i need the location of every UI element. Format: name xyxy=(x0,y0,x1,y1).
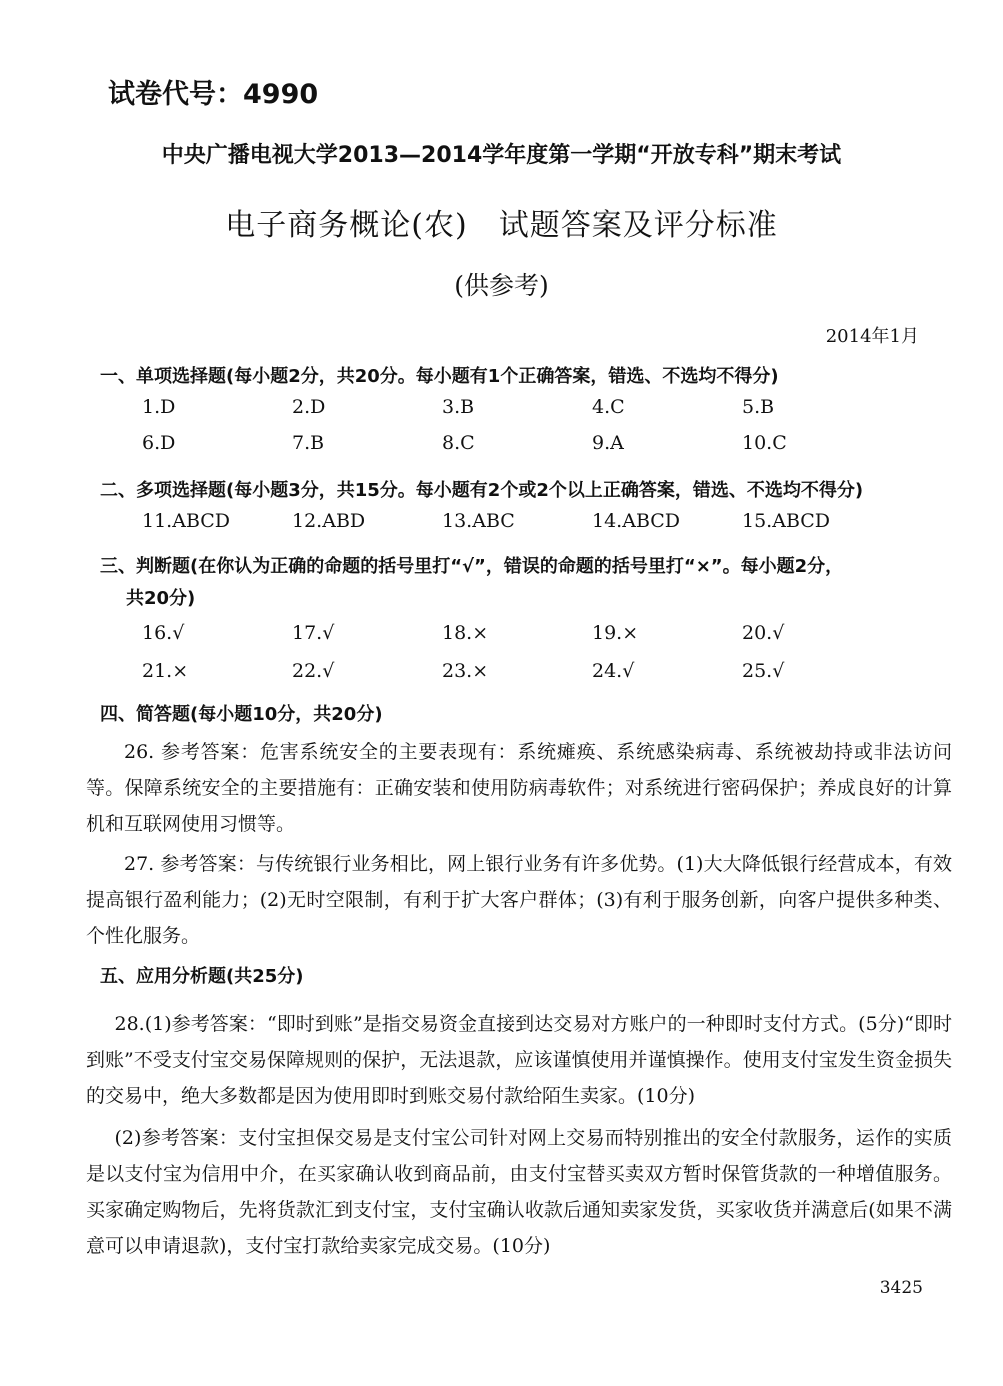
answer-item: 20.√ xyxy=(742,622,785,644)
section-3-heading-continued: 共20分) xyxy=(126,588,196,609)
section-1-answers-row-1 xyxy=(142,396,942,424)
answer-item: 5.B xyxy=(742,396,775,418)
answer-item: 23.× xyxy=(442,660,489,682)
answer-item: 17.√ xyxy=(292,622,335,644)
question-28-part-1-answer xyxy=(86,1006,952,1114)
answer-item: 2.D xyxy=(292,396,326,418)
answer-item: 4.C xyxy=(592,396,625,418)
section-3-answers-row-1 xyxy=(142,622,942,650)
section-3-answers-row-2 xyxy=(142,660,942,688)
section-1-heading: 一、单项选择题(每小题2分，共20分。每小题有1个正确答案，错选、不选均不得分) xyxy=(100,366,779,387)
answer-text: 26. 参考答案：危害系统安全的主要表现有：系统瘫痪、系统感染病毒、系统被劫持或非法访问等。保障系统安全的主要措施有：正确安装和使用防病毒软件；对系统进行密码保护；养成良好的计算机和互联网使用习惯等。 xyxy=(86,741,952,835)
section-1-answers-row-2 xyxy=(142,432,942,460)
answer-item: 14.ABCD xyxy=(592,510,681,532)
answer-item: 13.ABC xyxy=(442,510,515,532)
exam-title: 中央广播电视大学2013—2014学年度第一学期“开放专科”期末考试 xyxy=(161,143,842,168)
question-26-answer xyxy=(86,734,952,842)
answer-item: 22.√ xyxy=(292,660,335,682)
answer-item: 3.B xyxy=(442,396,475,418)
answer-item: 8.C xyxy=(442,432,475,454)
reference-note: (供参考) xyxy=(454,271,549,300)
answer-item: 6.D xyxy=(142,432,176,454)
section-5-heading: 五、应用分析题(共25分) xyxy=(100,966,304,987)
answer-text: (2)参考答案：支付宝担保交易是支付宝公司针对网上交易而特别推出的安全付款服务，运作的实质是以支付宝为信用中介，在买家确认收到商品前，由支付宝替买卖双方暂时保管货款的一种增值服务。买家确定购物后，先将货款汇到支付宝，支付宝确认收款后通知卖家发货，买家收货并满意后(如果不满意可以申请退款)，支付宝打款给卖家完成交易。(10分) xyxy=(86,1127,952,1257)
question-28-part-2-answer xyxy=(86,1120,952,1264)
answer-item: 10.C xyxy=(742,432,787,454)
section-2-answers-row-1 xyxy=(142,510,942,538)
question-27-answer xyxy=(86,846,952,954)
section-3-heading: 三、判断题(在你认为正确的命题的括号里打“√”，错误的命题的括号里打“×”。每小题2分， xyxy=(100,556,844,577)
exam-code: 试卷代号：4990 xyxy=(108,79,319,110)
answer-item: 1.D xyxy=(142,396,176,418)
answer-item: 9.A xyxy=(592,432,624,454)
answer-item: 18.× xyxy=(442,622,489,644)
answer-item: 21.× xyxy=(142,660,189,682)
answer-item: 25.√ xyxy=(742,660,785,682)
answer-item: 11.ABCD xyxy=(142,510,231,532)
answer-item: 15.ABCD xyxy=(742,510,831,532)
answer-text: 28.(1)参考答案：“即时到账”是指交易资金直接到达交易对方账户的一种即时支付方式。(5分)“即时到账”不受支付宝交易保障规则的保护，无法退款，应该谨慎使用并谨慎操作。使用支付宝发生资金损失的交易中，绝大多数都是因为使用即时到账交易付款给陌生卖家。(10分) xyxy=(86,1013,952,1107)
exam-date: 2014年1月 xyxy=(825,326,919,347)
page-number: 3425 xyxy=(879,1278,923,1298)
subject-title: 电子商务概论(农) 试题答案及评分标准 xyxy=(225,208,778,243)
section-4-heading: 四、简答题(每小题10分，共20分) xyxy=(100,704,383,725)
answer-item: 12.ABD xyxy=(292,510,366,532)
answer-item: 19.× xyxy=(592,622,639,644)
answer-item: 7.B xyxy=(292,432,325,454)
answer-item: 16.√ xyxy=(142,622,185,644)
answer-item: 24.√ xyxy=(592,660,635,682)
answer-text: 27. 参考答案：与传统银行业务相比，网上银行业务有许多优势。(1)大大降低银行经营成本，有效提高银行盈利能力；(2)无时空限制，有利于扩大客户群体；(3)有利于服务创新，向客户提供多种类、个性化服务。 xyxy=(86,853,952,947)
section-2-heading: 二、多项选择题(每小题3分，共15分。每小题有2个或2个以上正确答案，错选、不选均不得分) xyxy=(100,480,864,501)
